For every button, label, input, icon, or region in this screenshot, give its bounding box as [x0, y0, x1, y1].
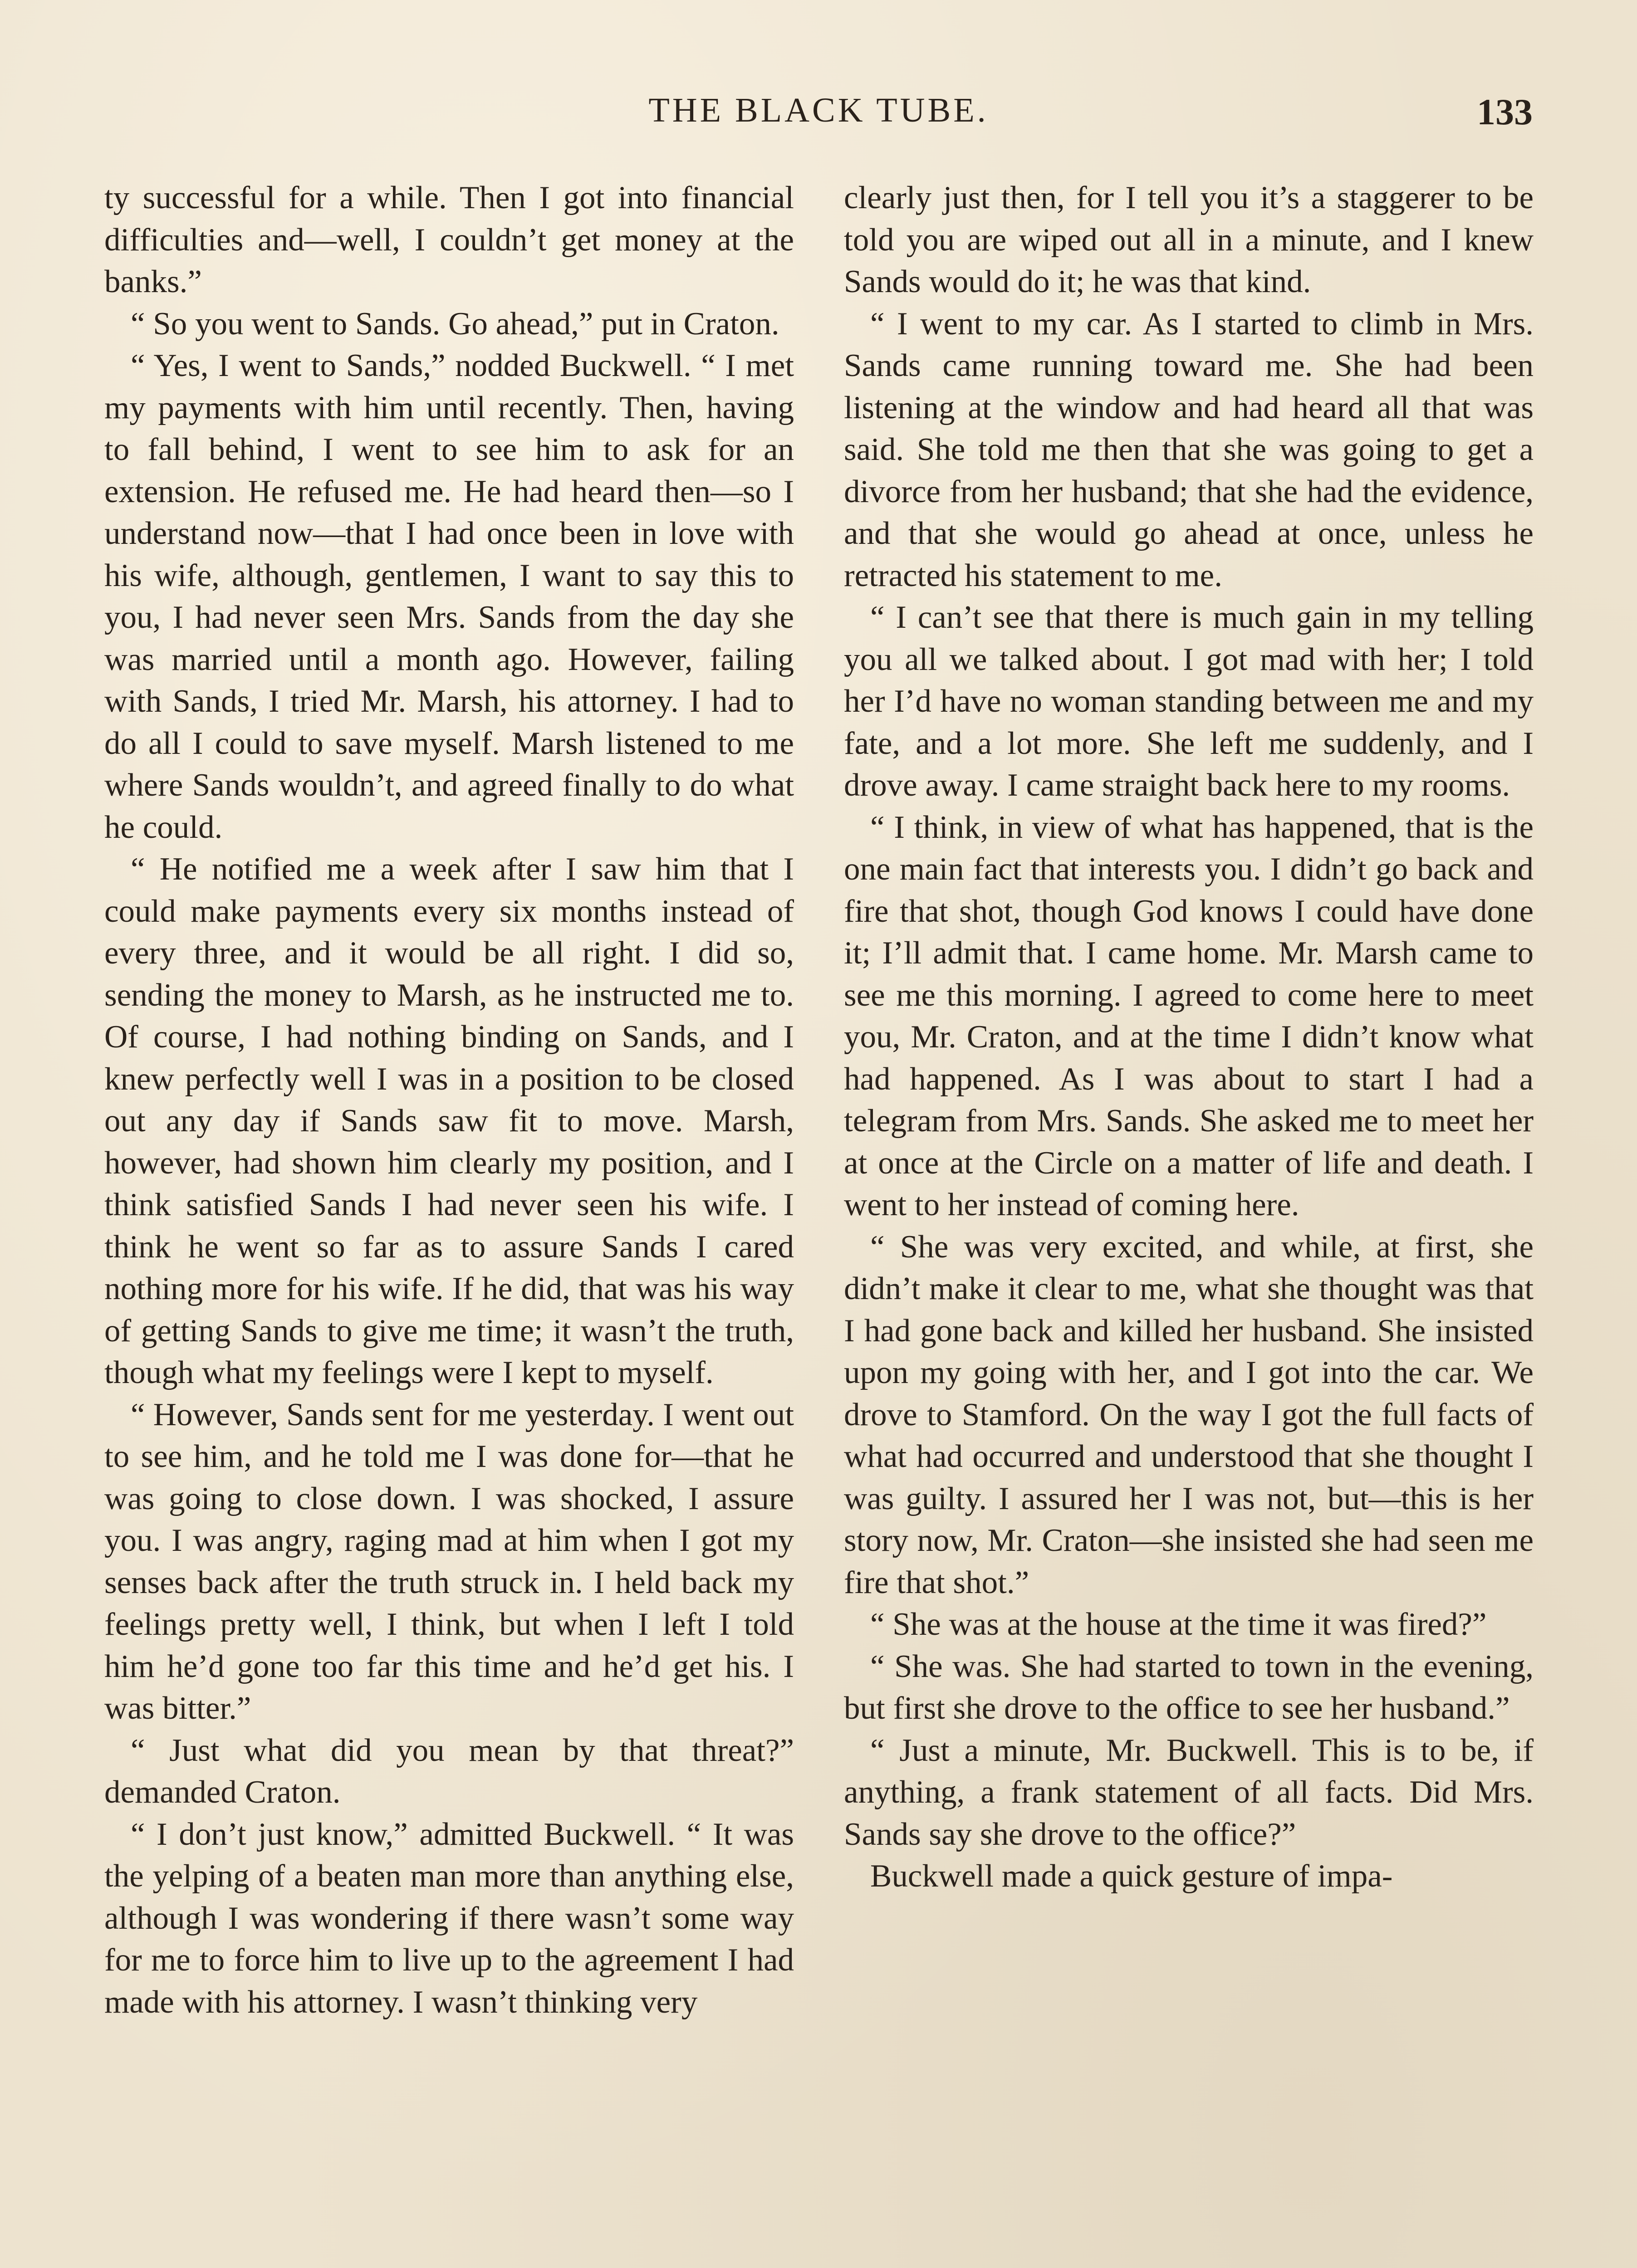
paragraph: “ He notified me a week after I saw him that I could make payments every six months instead of every three, and it would be all right. I did so, sending the money to Marsh, as he instructed me to. Of course, I had nothing binding on Sands, and I knew perfectly well I was in a position to be closed out any day if Sands saw fit to move. Marsh, however, had shown him clearly my position, and I think satisfied Sands I had never seen his wife. I think he went so far as to assure Sands I cared nothing more for his wife. If he did, that was his way of getting Sands to give me time; it wasn’t the truth, though what my feelings were I kept to myself.	[104, 851, 794, 1390]
running-title: THE BLACK TUBE.	[648, 91, 989, 129]
paragraph: “ I went to my car. As I started to climb in Mrs. Sands came running toward me. She had been listening at the window and had heard all that was said. She told me then that she was going to get a divorce from her husband; that she had the evidence, and that she would go ahead at once, unless he retracted his statement to me.	[844, 306, 1534, 593]
paragraph: “ She was very excited, and while, at first, she didn’t make it clear to me, what she thought was that I had gone back and killed her husband. She insisted upon my going with her, and I got into the car. We drove to Stamford. On the way I got the full facts of what had occurred and understood that she thought I was guilty. I assured her I was not, but—this is her story now, Mr. Craton—she insisted she had seen me fire that shot.”	[844, 1229, 1534, 1600]
paragraph: “ So you went to Sands. Go ahead,” put in Craton.	[131, 306, 779, 342]
paragraph: “ Just a minute, Mr. Buckwell. This is to be, if anything, a frank statement of all facts. Did Mrs. Sands say she drove to the office?”	[844, 1732, 1534, 1852]
paragraph: “ However, Sands sent for me yesterday. I went out to see him, and he told me I was done for—that he was going to close down. I was shocked, I assure you. I was angry, raging mad at him when I got my senses back after the truth struck in. I held back my feelings pretty well, I think, but when I left I told him he’d gone too far this time and he’d get his. I was bitter.”	[104, 1397, 794, 1726]
right-column	[844, 177, 1534, 2268]
page-number: 133	[1477, 91, 1533, 132]
paragraph: ty successful for a while. Then I got into financial difficulties and—well, I couldn’t get money at the banks.”	[104, 180, 794, 299]
paragraph: “ I think, in view of what has happened, that is the one main fact that interests you. I didn’t go back and fire that shot, though God knows I could have done it; I’ll admit that. I came home. Mr. Marsh came to see me this morning. I agreed to come here to meet you, Mr. Craton, and at the time I didn’t know what had happened. As I was about to start I had a telegram from Mrs. Sands. She asked me to meet her at once at the Circle on a matter of life and death. I went to her instead of coming here.	[844, 809, 1534, 1222]
paragraph: “ Yes, I went to Sands,” nodded Buckwell. “ I met my payments with him until recently. Then, having to fall behind, I went to see him to ask for an extension. He refused me. He had heard then—so I understand now—that I had once been in love with his wife, although, gentlemen, I want to say this to you, I had never seen Mrs. Sands from the day she was married until a month ago. However, failing with Sands, I tried Mr. Marsh, his attorney. I had to do all I could to save myself. Marsh listened to me where Sands wouldn’t, and agreed finally to do what he could.	[104, 348, 794, 845]
paragraph: Buckwell made a quick gesture of impa-	[870, 1858, 1393, 1894]
paragraph: “ She was at the house at the time it was fired?”	[870, 1607, 1487, 1642]
paragraph: “ I don’t just know,” admitted Buckwell. “ It was the yelping of a beaten man more than anything else, although I was wondering if there wasn’t some way for me to force him to live up to the agreement I had made with his attorney. I wasn’t thinking very	[104, 1816, 794, 2020]
paragraph: “ I can’t see that there is much gain in my telling you all we talked about. I got mad with her; I told her I’d have no woman standing between me and my fate, and a lot more. She left me suddenly, and I drove away. I came straight back here to my rooms.	[844, 600, 1534, 803]
paragraph: “ Just what did you mean by that threat?” demanded Craton.	[104, 1732, 794, 1810]
paragraph: “ She was. She had started to town in the evening, but first she drove to the office to see her husband.”	[844, 1648, 1534, 1726]
paragraph: clearly just then, for I tell you it’s a staggerer to be told you are wiped out all in a minute, and I knew Sands would do it; he was that kind.	[844, 180, 1534, 299]
running-head	[104, 91, 1533, 141]
text-columns	[104, 177, 1534, 2268]
left-column	[104, 177, 794, 2268]
